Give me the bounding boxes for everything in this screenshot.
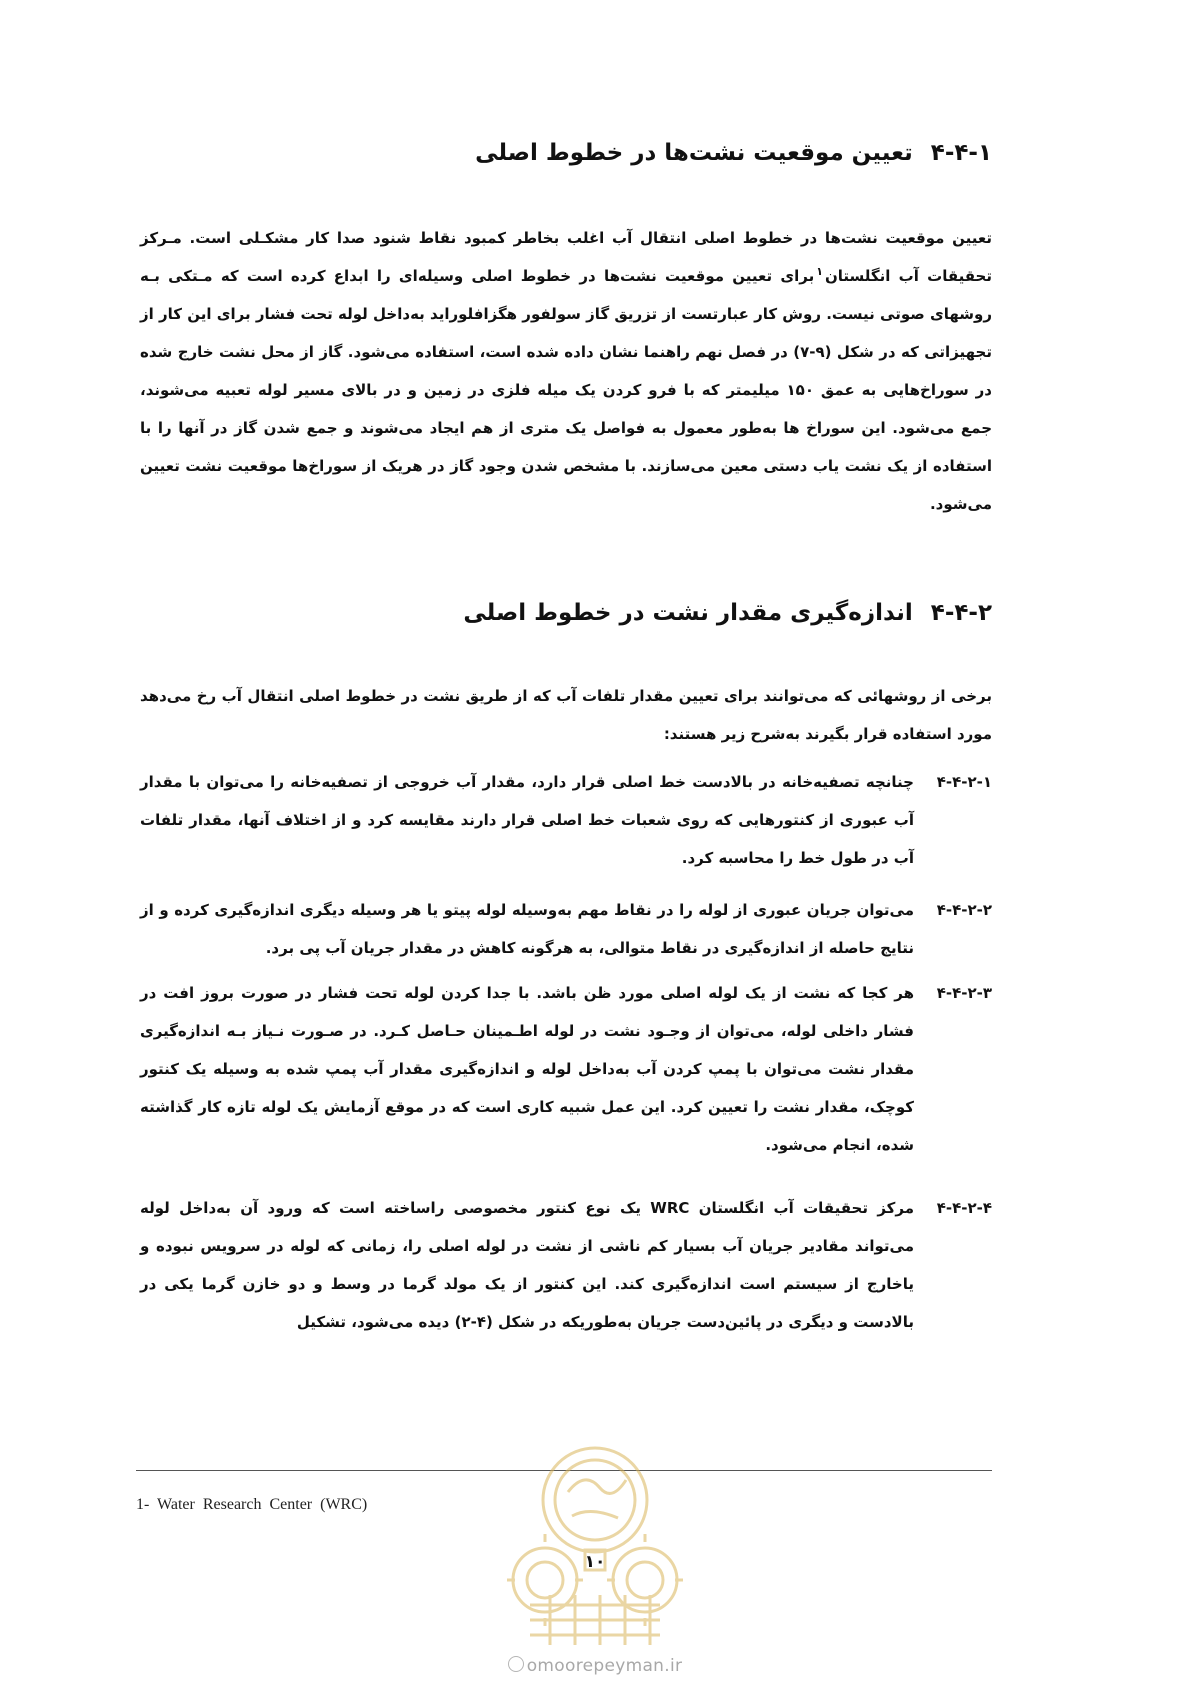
list-item-number: ۴-۴-۲-۳ (936, 984, 992, 1002)
list-item (140, 891, 992, 967)
list-item-number: ۴-۴-۲-۴ (936, 1199, 992, 1217)
section-title: تعیین موقعیت نشت‌ها در خطوط اصلی (475, 140, 913, 166)
list-item-text: می‌توان جریان عبوری از لوله را در نقاط مهم به‌وسیله لوله پیتو یا هر وسیله دیگری اندازه‌گیری کرده و از نتایج حاصله از اندازه‌گیری در نقاط متوالی، به هرگونه کاهش در مقدار جریان آب پی برد. (140, 901, 914, 957)
watermark-logo-icon (490, 1430, 700, 1650)
watermark-site-text: omoorepeyman.ir (526, 1656, 683, 1676)
section-number: ۴-۴-۲ (930, 600, 992, 626)
section-heading-2 (463, 600, 992, 626)
footnote-marker: ۱ (816, 265, 823, 278)
list-item (140, 974, 992, 1164)
paragraph-intro-methods: برخی از روشهائی که می‌توانند برای تعیین مقدار تلفات آب که از طریق نشت در خطوط اصلی انتقال آب رخ می‌دهد مورد استفاده قرار بگیرند به‌شرح زیر هستند: (140, 687, 992, 743)
list-item (140, 763, 992, 877)
list-item-text: هر کجا که نشت از یک لوله اصلی مورد ظن باشد. با جدا کردن لوله تحت فشار در صورت بروز افت در فشار داخلی لوله، می‌توان از وجـود نشت در لوله اطـمینان حـاصل کـرد. در صـورت نـیاز بـه اندازه‌گیری مقدار نشت می‌توان با پمپ کردن آب به‌داخل لوله و اندازه‌گیری مقدار آب پمپ شده به وسیله یک کنتور کوچک، مقدار نشت را تعیین کرد. این عمل شبیه کاری است که در موقع آزمایش یک لوله تازه کار گذاشته شده، انجام می‌شود. (140, 984, 914, 1154)
watermark-site (0, 1656, 1190, 1676)
list-item-number: ۴-۴-۲-۲ (936, 901, 992, 919)
page-number: ۱۰ (584, 1552, 606, 1572)
list-item-number: ۴-۴-۲-۱ (936, 773, 992, 791)
paragraph-text: تعیین موقعیت نشت‌ها در خطوط اصلی انتقال آب اغلب بخاطر کمبود نقاط شنود صدا کار مشکـلی است. مـرکز تحقیقات آب انگلستان (140, 229, 992, 285)
paragraph-leak-location (140, 219, 992, 523)
section-heading-1 (475, 140, 992, 166)
globe-icon (508, 1656, 524, 1672)
list-item-text: چنانچه تصفیه‌خانه در بالادست خط اصلی قرار دارد، مقدار آب خروجی از تصفیه‌خانه را می‌توان با مقدار آب عبوری از کنتورهایی که روی شعبات خط اصلی قرار دارند مقایسه کرد و از اختلاف آنها، مقدار تلفات آب در طول خط را محاسبه کرد. (140, 773, 914, 867)
footnote: 1- Water Research Center (WRC) (136, 1496, 368, 1513)
list-item (140, 1189, 992, 1341)
section-number: ۴-۴-۱ (930, 140, 992, 166)
list-item-text: مرکز تحقیقات آب انگلستان WRC یک نوع کنتور مخصوصی راساخته است که ورود آن به‌داخل لوله می‌تواند مقادیر جریان آب بسیار کم ناشی از نشت در لوله اصلی را، زمانی که لوله در سرویس نبوده و یاخارج از سیستم است اندازه‌گیری کند. این کنتور از یک مولد گرما در وسط و دو خازن گرما یکی در بالادست و دیگری در پائین‌دست جریان به‌طوریکه در شکل (۴-۲) دیده می‌شود، تشکیل (140, 1199, 914, 1331)
section-title: اندازه‌گیری مقدار نشت در خطوط اصلی (463, 600, 913, 626)
paragraph-text-continued: برای تعیین موقعیت نشت‌ها در خطوط اصلی وسیله‌ای را ابداع کرده است که مـتکی بـه روشهای صوتی نیست. روش کار عبارتست از تزریق گاز سولفور هگزافلوراید به‌داخل لوله تحت فشار برای این کار از تجهیزاتی که در شکل (۹-۷) در فصل نهم راهنما نشان داده شده است، استفاده می‌شود. گاز از محل نشت خارج شده در سوراخ‌هایی به عمق ۱۵۰ میلیمتر که با فرو کردن یک میله فلزی در زمین و در بالای مسیر لوله تعبیه می‌شوند، جمع می‌شود. این سوراخ ها به‌طور معمول به فواصل یک متری از هم ایجاد می‌شوند و جمع شدن گاز در آنها را با استفاده از یک نشت یاب دستی معین می‌سازند. با مشخص شدن وجود گاز در هریک از سوراخ‌ها موقعیت نشت تعیین می‌شود. (140, 267, 992, 513)
